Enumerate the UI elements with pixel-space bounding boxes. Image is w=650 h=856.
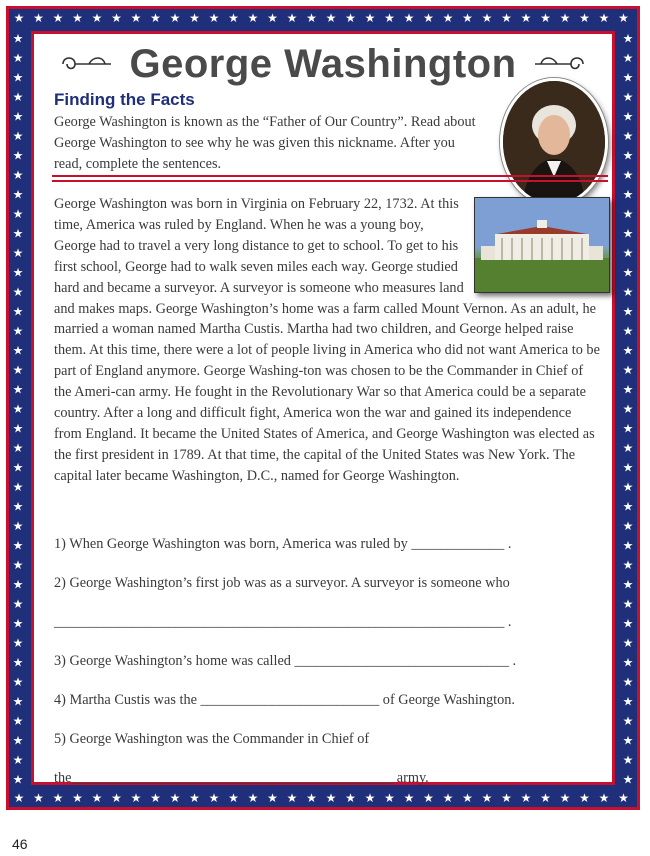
border-star-icon: ★: [306, 11, 317, 25]
washington-portrait-image: [500, 78, 608, 206]
border-star-icon: ★: [286, 11, 298, 25]
mount-vernon-photo: [474, 197, 610, 293]
border-star-icon: ★: [12, 51, 24, 65]
border-star-icon: ★: [622, 694, 634, 709]
border-star-icon: ★: [12, 285, 24, 299]
border-star-icon: ★: [622, 168, 634, 182]
border-star-icon: ★: [169, 791, 181, 805]
border-star-icon: ★: [306, 791, 317, 805]
question-2-answer-line[interactable]: _______________________________________________________________ .: [54, 614, 512, 630]
border-star-icon: ★: [622, 421, 634, 436]
border-star-icon: ★: [622, 109, 634, 124]
border-star-icon: ★: [622, 733, 634, 748]
border-star-icon: ★: [12, 733, 24, 748]
border-star-icon: ★: [12, 226, 24, 241]
border-star-icon: ★: [12, 129, 24, 143]
border-star-icon: ★: [12, 772, 24, 787]
border-star-icon: ★: [462, 11, 473, 25]
border-star-icon: ★: [12, 714, 24, 728]
border-star-icon: ★: [423, 11, 434, 25]
border-star-icon: ★: [622, 285, 634, 299]
border-star-icon: ★: [52, 791, 64, 805]
border-star-icon: ★: [622, 655, 634, 670]
border-star-icon: ★: [622, 31, 634, 46]
border-star-icon: ★: [622, 577, 634, 592]
border-star-icon: ★: [12, 675, 24, 689]
border-star-icon: ★: [501, 11, 512, 25]
border-star-icon: ★: [72, 11, 83, 25]
border-star-icon: ★: [267, 791, 278, 805]
border-star-icon: ★: [618, 11, 629, 25]
title-row: [34, 38, 612, 90]
border-star-icon: ★: [12, 519, 24, 533]
border-star-icon: ★: [247, 791, 259, 805]
right-swirl-ornament-icon: [531, 52, 587, 76]
border-star-icon: ★: [189, 11, 200, 25]
border-star-icon: ★: [345, 791, 356, 805]
border-star-icon: ★: [12, 421, 24, 436]
worksheet-panel: [31, 31, 615, 785]
border-star-icon: ★: [540, 791, 551, 805]
divider-line-2: [52, 180, 608, 182]
border-star-icon: ★: [462, 791, 473, 805]
question-5: 5) George Washington was the Commander in Chief of: [54, 731, 370, 747]
border-star-icon: ★: [12, 402, 24, 416]
border-star-icon: ★: [364, 11, 376, 25]
border-star-icon: ★: [622, 265, 634, 280]
border-star-icon: ★: [12, 616, 24, 631]
border-star-icon: ★: [345, 11, 356, 25]
border-star-icon: ★: [52, 11, 64, 25]
border-star-icon: ★: [622, 324, 634, 338]
border-star-icon: ★: [33, 791, 44, 805]
border-star-icon: ★: [12, 694, 24, 709]
border-star-icon: ★: [622, 597, 634, 611]
border-star-icon: ★: [12, 207, 24, 221]
border-star-icon: ★: [12, 480, 24, 494]
border-star-icon: ★: [540, 11, 551, 25]
border-star-icon: ★: [325, 11, 337, 25]
border-star-icon: ★: [111, 11, 122, 25]
star-border-frame: [6, 6, 640, 810]
left-swirl-ornament-icon: [59, 52, 115, 76]
border-star-icon: ★: [622, 70, 634, 85]
border-star-icon: ★: [622, 363, 634, 377]
border-star-icon: ★: [12, 304, 24, 319]
border-star-icon: ★: [622, 226, 634, 241]
border-star-icon: ★: [12, 168, 24, 182]
border-star-icon: ★: [12, 343, 24, 358]
border-star-icon: ★: [622, 675, 634, 689]
border-star-icon: ★: [364, 791, 376, 805]
question-1: 1) When George Washington was born, America was ruled by _____________ .: [54, 536, 512, 552]
border-star-icon: ★: [559, 11, 571, 25]
border-star-icon: ★: [423, 791, 434, 805]
border-star-icon: ★: [12, 538, 24, 553]
border-star-icon: ★: [130, 791, 142, 805]
border-star-icon: ★: [622, 246, 634, 260]
border-star-icon: ★: [622, 343, 634, 358]
border-star-icon: ★: [12, 31, 24, 46]
border-star-icon: ★: [501, 791, 512, 805]
border-star-icon: ★: [481, 791, 493, 805]
border-star-icon: ★: [189, 791, 200, 805]
border-star-icon: ★: [622, 304, 634, 319]
page-title: George Washington: [129, 41, 517, 86]
border-star-icon: ★: [169, 11, 181, 25]
border-star-icon: ★: [150, 791, 161, 805]
border-star-icon: ★: [622, 460, 634, 475]
border-star-icon: ★: [12, 70, 24, 85]
border-star-icon: ★: [598, 791, 610, 805]
border-star-icon: ★: [12, 382, 24, 397]
border-star-icon: ★: [622, 382, 634, 397]
border-star-icon: ★: [622, 558, 634, 572]
border-star-icon: ★: [72, 791, 83, 805]
border-star-icon: ★: [403, 791, 415, 805]
border-star-icon: ★: [12, 187, 24, 202]
border-star-icon: ★: [228, 791, 239, 805]
border-star-icon: ★: [12, 246, 24, 260]
border-star-icon: ★: [267, 11, 278, 25]
border-star-icon: ★: [579, 11, 590, 25]
border-star-icon: ★: [150, 11, 161, 25]
border-star-icon: ★: [442, 791, 454, 805]
border-star-icon: ★: [228, 11, 239, 25]
border-star-icon: ★: [559, 791, 571, 805]
border-star-icon: ★: [130, 11, 142, 25]
page-number: 46: [12, 836, 28, 852]
border-star-icon: ★: [384, 11, 395, 25]
border-star-icon: ★: [622, 753, 634, 767]
border-star-icon: ★: [208, 791, 220, 805]
border-star-icon: ★: [622, 616, 634, 631]
border-star-icon: ★: [12, 148, 24, 163]
border-star-icon: ★: [622, 207, 634, 221]
border-star-icon: ★: [622, 129, 634, 143]
border-star-icon: ★: [622, 538, 634, 553]
border-star-icon: ★: [622, 714, 634, 728]
border-star-icon: ★: [618, 791, 629, 805]
border-star-icon: ★: [12, 753, 24, 767]
border-star-icon: ★: [13, 791, 25, 805]
border-star-icon: ★: [442, 11, 454, 25]
border-star-icon: ★: [12, 324, 24, 338]
border-star-icon: ★: [622, 499, 634, 514]
border-star-icon: ★: [12, 109, 24, 124]
border-star-icon: ★: [598, 11, 610, 25]
question-4: 4) Martha Custis was the _________________________ of George Washington.: [54, 692, 515, 708]
border-star-icon: ★: [403, 11, 415, 25]
question-3: 3) George Washington’s home was called ______________________________ .: [54, 653, 517, 669]
border-star-icon: ★: [12, 90, 24, 104]
border-star-icon: ★: [12, 460, 24, 475]
border-star-icon: ★: [12, 499, 24, 514]
question-2: 2) George Washington’s first job was as a surveyor. A surveyor is someone who: [54, 575, 510, 591]
border-star-icon: ★: [247, 11, 259, 25]
border-star-icon: ★: [520, 11, 532, 25]
border-star-icon: ★: [622, 148, 634, 163]
border-star-icon: ★: [622, 402, 634, 416]
border-star-icon: ★: [12, 441, 24, 455]
border-star-icon: ★: [208, 11, 220, 25]
border-star-icon: ★: [622, 187, 634, 202]
border-star-icon: ★: [622, 441, 634, 455]
border-star-icon: ★: [481, 11, 493, 25]
border-star-icon: ★: [12, 597, 24, 611]
border-star-icon: ★: [12, 577, 24, 592]
border-star-icon: ★: [33, 11, 44, 25]
border-star-icon: ★: [12, 363, 24, 377]
border-star-icon: ★: [622, 519, 634, 533]
border-star-icon: ★: [12, 265, 24, 280]
border-star-icon: ★: [622, 772, 634, 787]
border-star-icon: ★: [622, 636, 634, 650]
border-star-icon: ★: [12, 636, 24, 650]
reading-passage: [54, 194, 602, 487]
border-star-icon: ★: [622, 90, 634, 104]
border-star-icon: ★: [12, 558, 24, 572]
border-star-icon: ★: [520, 791, 532, 805]
border-star-icon: ★: [325, 791, 337, 805]
border-star-icon: ★: [622, 51, 634, 65]
border-star-icon: ★: [111, 791, 122, 805]
border-star-icon: ★: [579, 791, 590, 805]
border-star-icon: ★: [91, 791, 103, 805]
border-star-icon: ★: [12, 655, 24, 670]
border-star-icon: ★: [13, 11, 25, 25]
border-star-icon: ★: [384, 791, 395, 805]
question-5-answer-line[interactable]: the_____________________________________________ army.: [54, 770, 429, 786]
border-star-icon: ★: [91, 11, 103, 25]
section-heading: Finding the Facts: [54, 90, 195, 109]
border-star-icon: ★: [286, 791, 298, 805]
border-star-icon: ★: [622, 480, 634, 494]
divider-line: [52, 175, 608, 177]
intro-paragraph: George Washington is known as the “Father of Our Country”. Read about George Washington to see why he was given this nickname. After you read, complete the sentences.: [54, 114, 476, 172]
passage-text: George Washington was born in Virginia on February 22, 1732. At this time, America was ruled by England. When he was a young boy, George had to travel a very long distance to get to school. To get to his first school, George had to walk seven miles each way. George studied hard and became a surveyor. A surveyor is someone who measures land and makes maps. George Washington’s home was a farm called Mount Vernon. As an adult, he married a woman named Martha Custis. Martha had two children, and George helped raise them. At this time, there were a lot of people living in America who did not want America to be part of England anymore. George Washing-ton was chosen to be the Commander in Chief of the Ameri-can army. He fought in the Revolutionary War so that America could be a separate country. After a long and difficult fight, America won the war and gained its independence from England. It became the United States of America, and George Washington was elected as the first president in 1789. At that time, the capital of the United States was New York. The capital later became Washington, D.C., named for George Washington.: [54, 196, 600, 484]
